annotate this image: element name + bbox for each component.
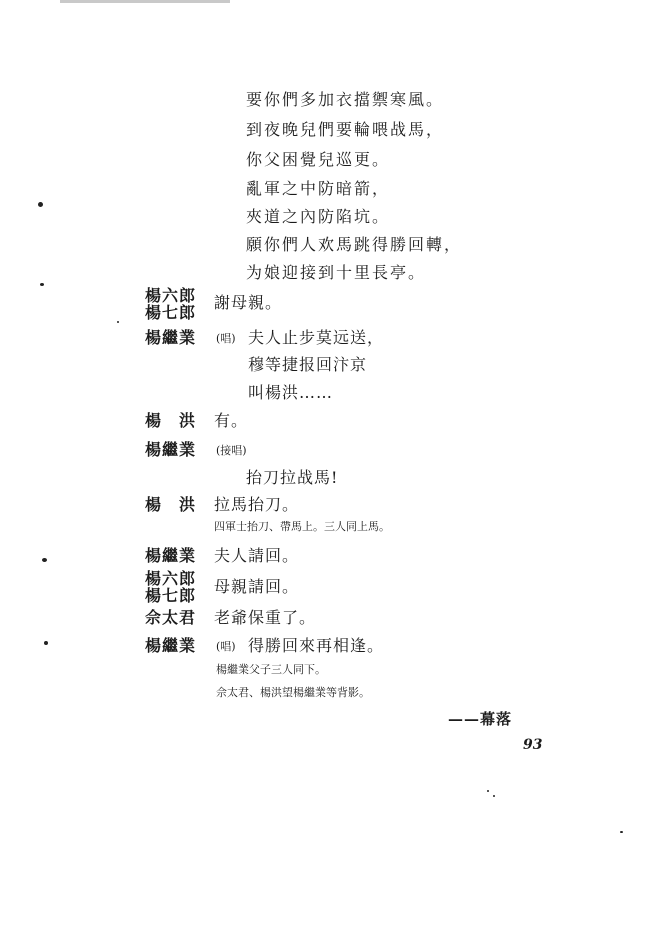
- speech-hong-bring: 拉馬抬刀。: [214, 495, 300, 514]
- verse-line-1: 要你們多加衣擋禦寒風。: [246, 90, 445, 109]
- verse-line-7: 为娘迎接到十里長亭。: [246, 263, 427, 282]
- verse-line-3: 你父困覺兒巡更。: [246, 150, 391, 169]
- note-sing: (唱): [216, 332, 236, 345]
- speaker-yang-ji-ye: 楊繼業: [145, 440, 197, 459]
- scan-speck: [493, 795, 495, 797]
- speech-she-take-care: 老爺保重了。: [214, 608, 317, 627]
- speaker-yang-ji-ye: 楊繼業: [145, 546, 197, 565]
- scan-speck: [38, 202, 43, 207]
- speaker-yang-hong: 楊 洪: [145, 411, 197, 430]
- verse-line-6: 願你們人欢馬跳得勝回轉，: [246, 235, 463, 254]
- sing-line-final: 得勝回來再相逢。: [248, 636, 385, 655]
- verse-line-5: 夾道之內防陷坑。: [246, 207, 391, 226]
- page-number: 93: [523, 737, 543, 753]
- scan-speck: [44, 641, 48, 645]
- note-sing: (唱): [216, 640, 236, 653]
- stage-direction: 佘太君、楊洪望楊繼業等背影。: [216, 686, 370, 699]
- stage-direction: 四軍士抬刀、帶馬上。三人同上馬。: [214, 520, 390, 533]
- note-continue-sing: (接唱): [216, 444, 247, 457]
- speaker-yang-liu-lang: 楊六郎: [145, 569, 197, 588]
- speaker-she-tai-jun: 佘太君: [145, 608, 197, 627]
- sing-line-2: 穆等捷报回汴京: [248, 355, 368, 374]
- speaker-yang-liu-lang: 楊六郎: [145, 286, 197, 305]
- speech-hong-yes: 有。: [214, 411, 249, 430]
- scan-smudge: [60, 0, 230, 3]
- speech-sons-return: 母親請回。: [214, 577, 300, 596]
- sing-line-3: 叫楊洪……: [248, 383, 334, 402]
- sing-line-1: 夫人止步莫远送，: [248, 328, 385, 347]
- speaker-yang-ji-ye: 楊繼業: [145, 328, 197, 347]
- scan-speck: [117, 321, 119, 323]
- scan-speck: [620, 831, 623, 833]
- scan-speck: [40, 283, 44, 286]
- scan-speck: [42, 558, 47, 562]
- curtain-falls: ——幕落: [448, 710, 513, 728]
- speech-thank-mother: 謝母親。: [214, 293, 283, 312]
- speaker-yang-qi-lang: 楊七郎: [145, 303, 197, 322]
- stage-direction: 楊繼業父子三人同下。: [216, 663, 326, 676]
- speaker-yang-ji-ye: 楊繼業: [145, 636, 197, 655]
- speaker-yang-hong: 楊 洪: [145, 495, 197, 514]
- speaker-yang-qi-lang: 楊七郎: [145, 586, 197, 605]
- verse-line-2: 到夜晚兒們要輪喂战馬，: [246, 120, 445, 139]
- speech-ji-ye-return: 夫人請回。: [214, 546, 300, 565]
- scan-speck: [487, 790, 489, 792]
- sing-line-continue: 抬刀拉战馬!: [246, 468, 339, 487]
- verse-line-4: 亂軍之中防暗箭，: [246, 179, 391, 198]
